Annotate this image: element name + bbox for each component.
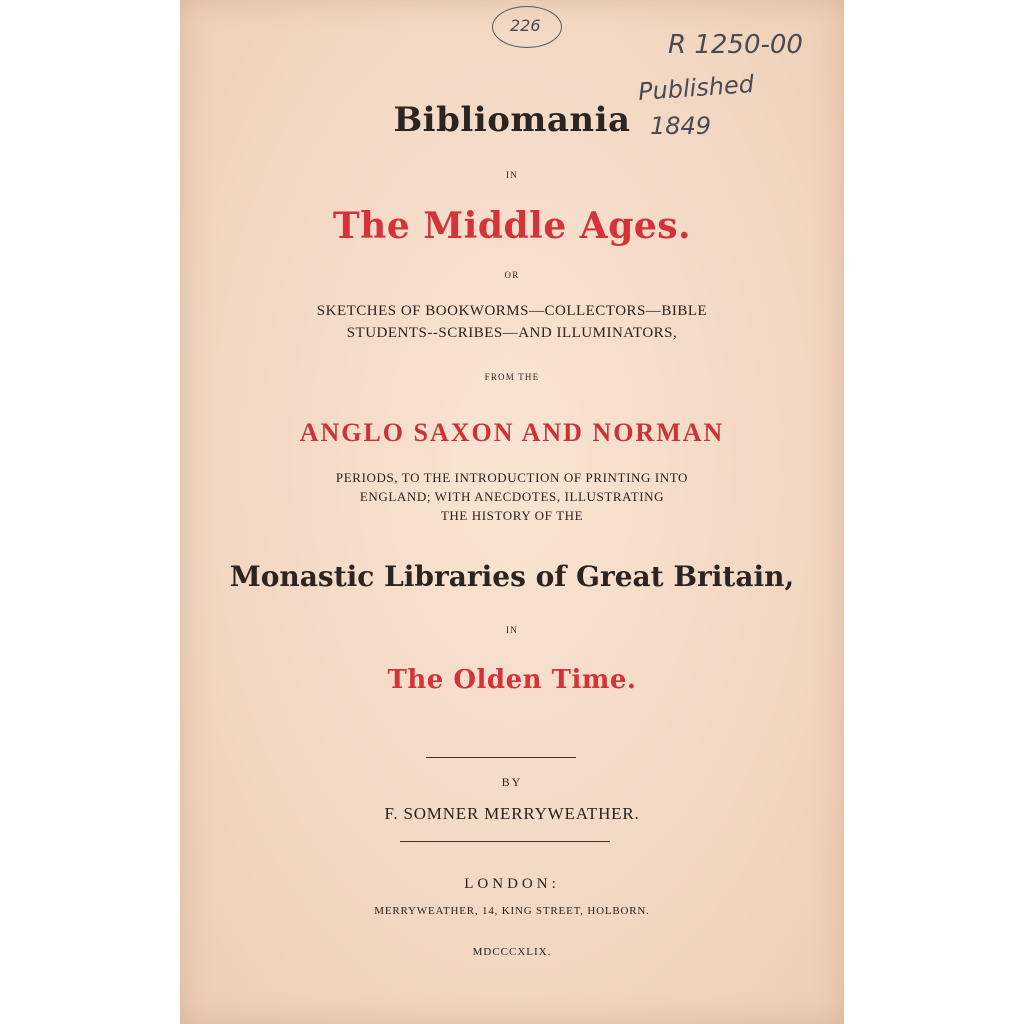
published-note: Published [637,69,755,107]
imprint-publisher: MERRYWEATHER, 14, KING STREET, HOLBORN. [374,905,650,917]
price-note: R 1250-00 [668,30,803,60]
or-connector: OR [504,270,520,280]
author-name: F. SOMNER MERRYWEATHER. [384,804,640,823]
by-label: BY [501,775,523,789]
published-year-note: 1849 [650,112,712,140]
imprint-city: LONDON: [464,876,560,892]
from-the-connector: FROM THE [484,372,540,382]
in-connector-1: IN [506,170,518,180]
in-connector-2: IN [506,625,518,635]
description-line-1: SKETCHES OF BOOKWORMS—COLLECTORS—BIBLE [316,303,708,319]
olden-time: The Olden Time. [387,665,637,695]
subtitle-middle-ages: The Middle Ages. [332,205,692,247]
description-line-2: STUDENTS--SCRIBES—AND ILLUMINATORS, [346,325,678,341]
title-page [180,0,844,1024]
book-title: Bibliomania [393,100,631,140]
periods-line-2: ENGLAND; WITH ANECDOTES, ILLUSTRATING [359,489,665,504]
periods-heading: ANGLO SAXON AND NORMAN [299,418,725,447]
periods-line-3: THE HISTORY OF THE [440,508,584,523]
divider-upper [426,757,576,758]
monastic-libraries: Monastic Libraries of Great Britain, [229,560,795,593]
circled-number: 226 [510,16,541,35]
imprint-year: MDCCCXLIX. [472,946,552,958]
divider-lower [400,841,610,842]
periods-line-1: PERIODS, TO THE INTRODUCTION OF PRINTING INTO [335,470,689,485]
